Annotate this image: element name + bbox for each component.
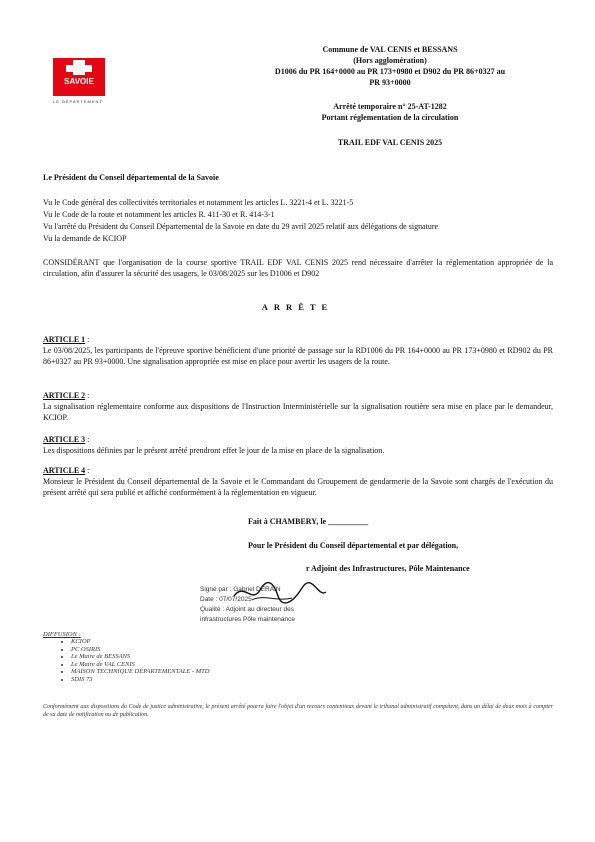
diffusion-list (43, 631, 209, 683)
fait-a: Fait à CHAMBERY, le __________ (248, 517, 369, 526)
arrete-number: Arrêté temporaire n° 25-AT-1282 (333, 102, 447, 111)
article-title: ARTICLE 1 (43, 335, 86, 344)
article-title: ARTICLE 3 (43, 435, 86, 444)
article-colon: : (85, 391, 90, 400)
visa-line: Vu le Code de la route et notamment les articles R. 411-30 et R. 414-3-1 (43, 210, 275, 219)
pour-le-president: Pour le Président du Conseil départemental et par délégation, (248, 541, 459, 550)
signatory-role: r Adjoint des Infrastructures, Pôle Maintenance (306, 564, 470, 573)
logo-subtitle: LE DÉPARTEMENT (53, 99, 103, 104)
visa-line: Vu l'arrêté du Président du Conseil Départemental de la Savoie en date du 29 avril 2025 relatif aux délégations de signature (43, 222, 439, 231)
diffusion-item: • SDIS 73 (71, 676, 209, 684)
arrete-heading: ARRÊTE (261, 302, 334, 312)
diffusion-item: • PC OSIRIS (71, 646, 209, 654)
diffusion-label: DIFFUSION : (43, 631, 81, 638)
article-text: Le 03/08/2025, les participants de l'épreuve sportive bénéficient d'une priorité de passage sur la RD1006 du PR 164+0000 au PR 173+0980 et RD902 du PR 86+0327 au PR 93+0000. Une signalisation appropriée est mise en place pour avertir les usagers de la route. (43, 346, 553, 366)
diffusion-item: • Le Maire de BESSANS (71, 653, 209, 661)
article-2 (43, 390, 553, 423)
article-text: La signalisation réglementaire conforme aux dispositions de l'Instruction Interministérielle sur la signalisation routière sera mise en place par le demandeur, KCIOP. (43, 402, 553, 422)
header-commune: Commune de VAL CENIS et BESSANS (322, 45, 458, 54)
visa-line: Vu la demande de KCIOP (43, 234, 127, 243)
signature-date: Date : 07/07/2025 (200, 596, 252, 603)
article-colon: : (85, 466, 90, 475)
qualite-cont: infrastructures Pôle maintenance (200, 616, 296, 623)
article-title: ARTICLE 2 (43, 391, 86, 400)
legal-footer: Conformément aux dispositions du Code de justice administrative, le présent arrêté pourra faire l'objet d'un recours contentieux devant le tribunal administratif compétent, dans un délai de deux mois à compter de sa date de notification ou de publication. (43, 704, 553, 718)
article-text: Monsieur le Président du Conseil départemental de la Savoie et le Commandant du Groupement de gendarmerie de la Savoie sont chargés de l'exécution du présent arrêté qui sera publié et affiché conformément à la réglementation en vigueur. (43, 477, 553, 497)
header-roads: D1006 du PR 164+0000 au PR 173+0980 et D902 du PR 86+0327 au (274, 67, 506, 76)
cross-icon-bar (66, 65, 92, 72)
article-text: Les dispositions définies par le présent arrêté prendront effet le jour de la mise en place de la signalisation. (43, 446, 385, 455)
article-1 (43, 334, 553, 367)
diffusion-item: • Le Maire de VAL CENIS (71, 661, 209, 669)
arrete-subject: Portant réglementation de la circulation (321, 113, 459, 122)
diffusion-item: • MAISON TECHNIQUE DÉPARTEMENTALE - MTD (71, 668, 209, 676)
diffusion-item: • KCIOP (71, 638, 209, 646)
president-title: Le Président du Conseil départemental de la Savoie (43, 173, 219, 182)
article-colon: : (85, 435, 90, 444)
logo-name: SAVOIE (64, 77, 94, 86)
article-3 (43, 434, 553, 456)
header-roads-end: PR 93+0000 (369, 78, 411, 87)
considerant: CONSIDÉRANT que l'organisation de la course sportive TRAIL EDF VAL CENIS 2025 rend nécessaire d'arrêter la réglementation appropriée de la circulation, afin d'assurer la sécurité des usagers, le 03/08/2025 sur les D1006 et D902 (43, 258, 553, 278)
event-title: TRAIL EDF VAL CENIS 2025 (337, 138, 443, 147)
article-4 (43, 465, 553, 498)
signe-par: Signé par : Gabriel DERAIN (200, 586, 281, 593)
qualite: Qualité : Adjoint au directeur des (200, 606, 294, 613)
visa-line: Vu le Code général des collectivités territoriales et notamment les articles L. 3221-4 et L. 3221-5 (43, 198, 354, 207)
article-title: ARTICLE 4 (43, 466, 86, 475)
header-agglomeration: (Hors agglomération) (353, 56, 427, 65)
article-colon: : (85, 335, 90, 344)
